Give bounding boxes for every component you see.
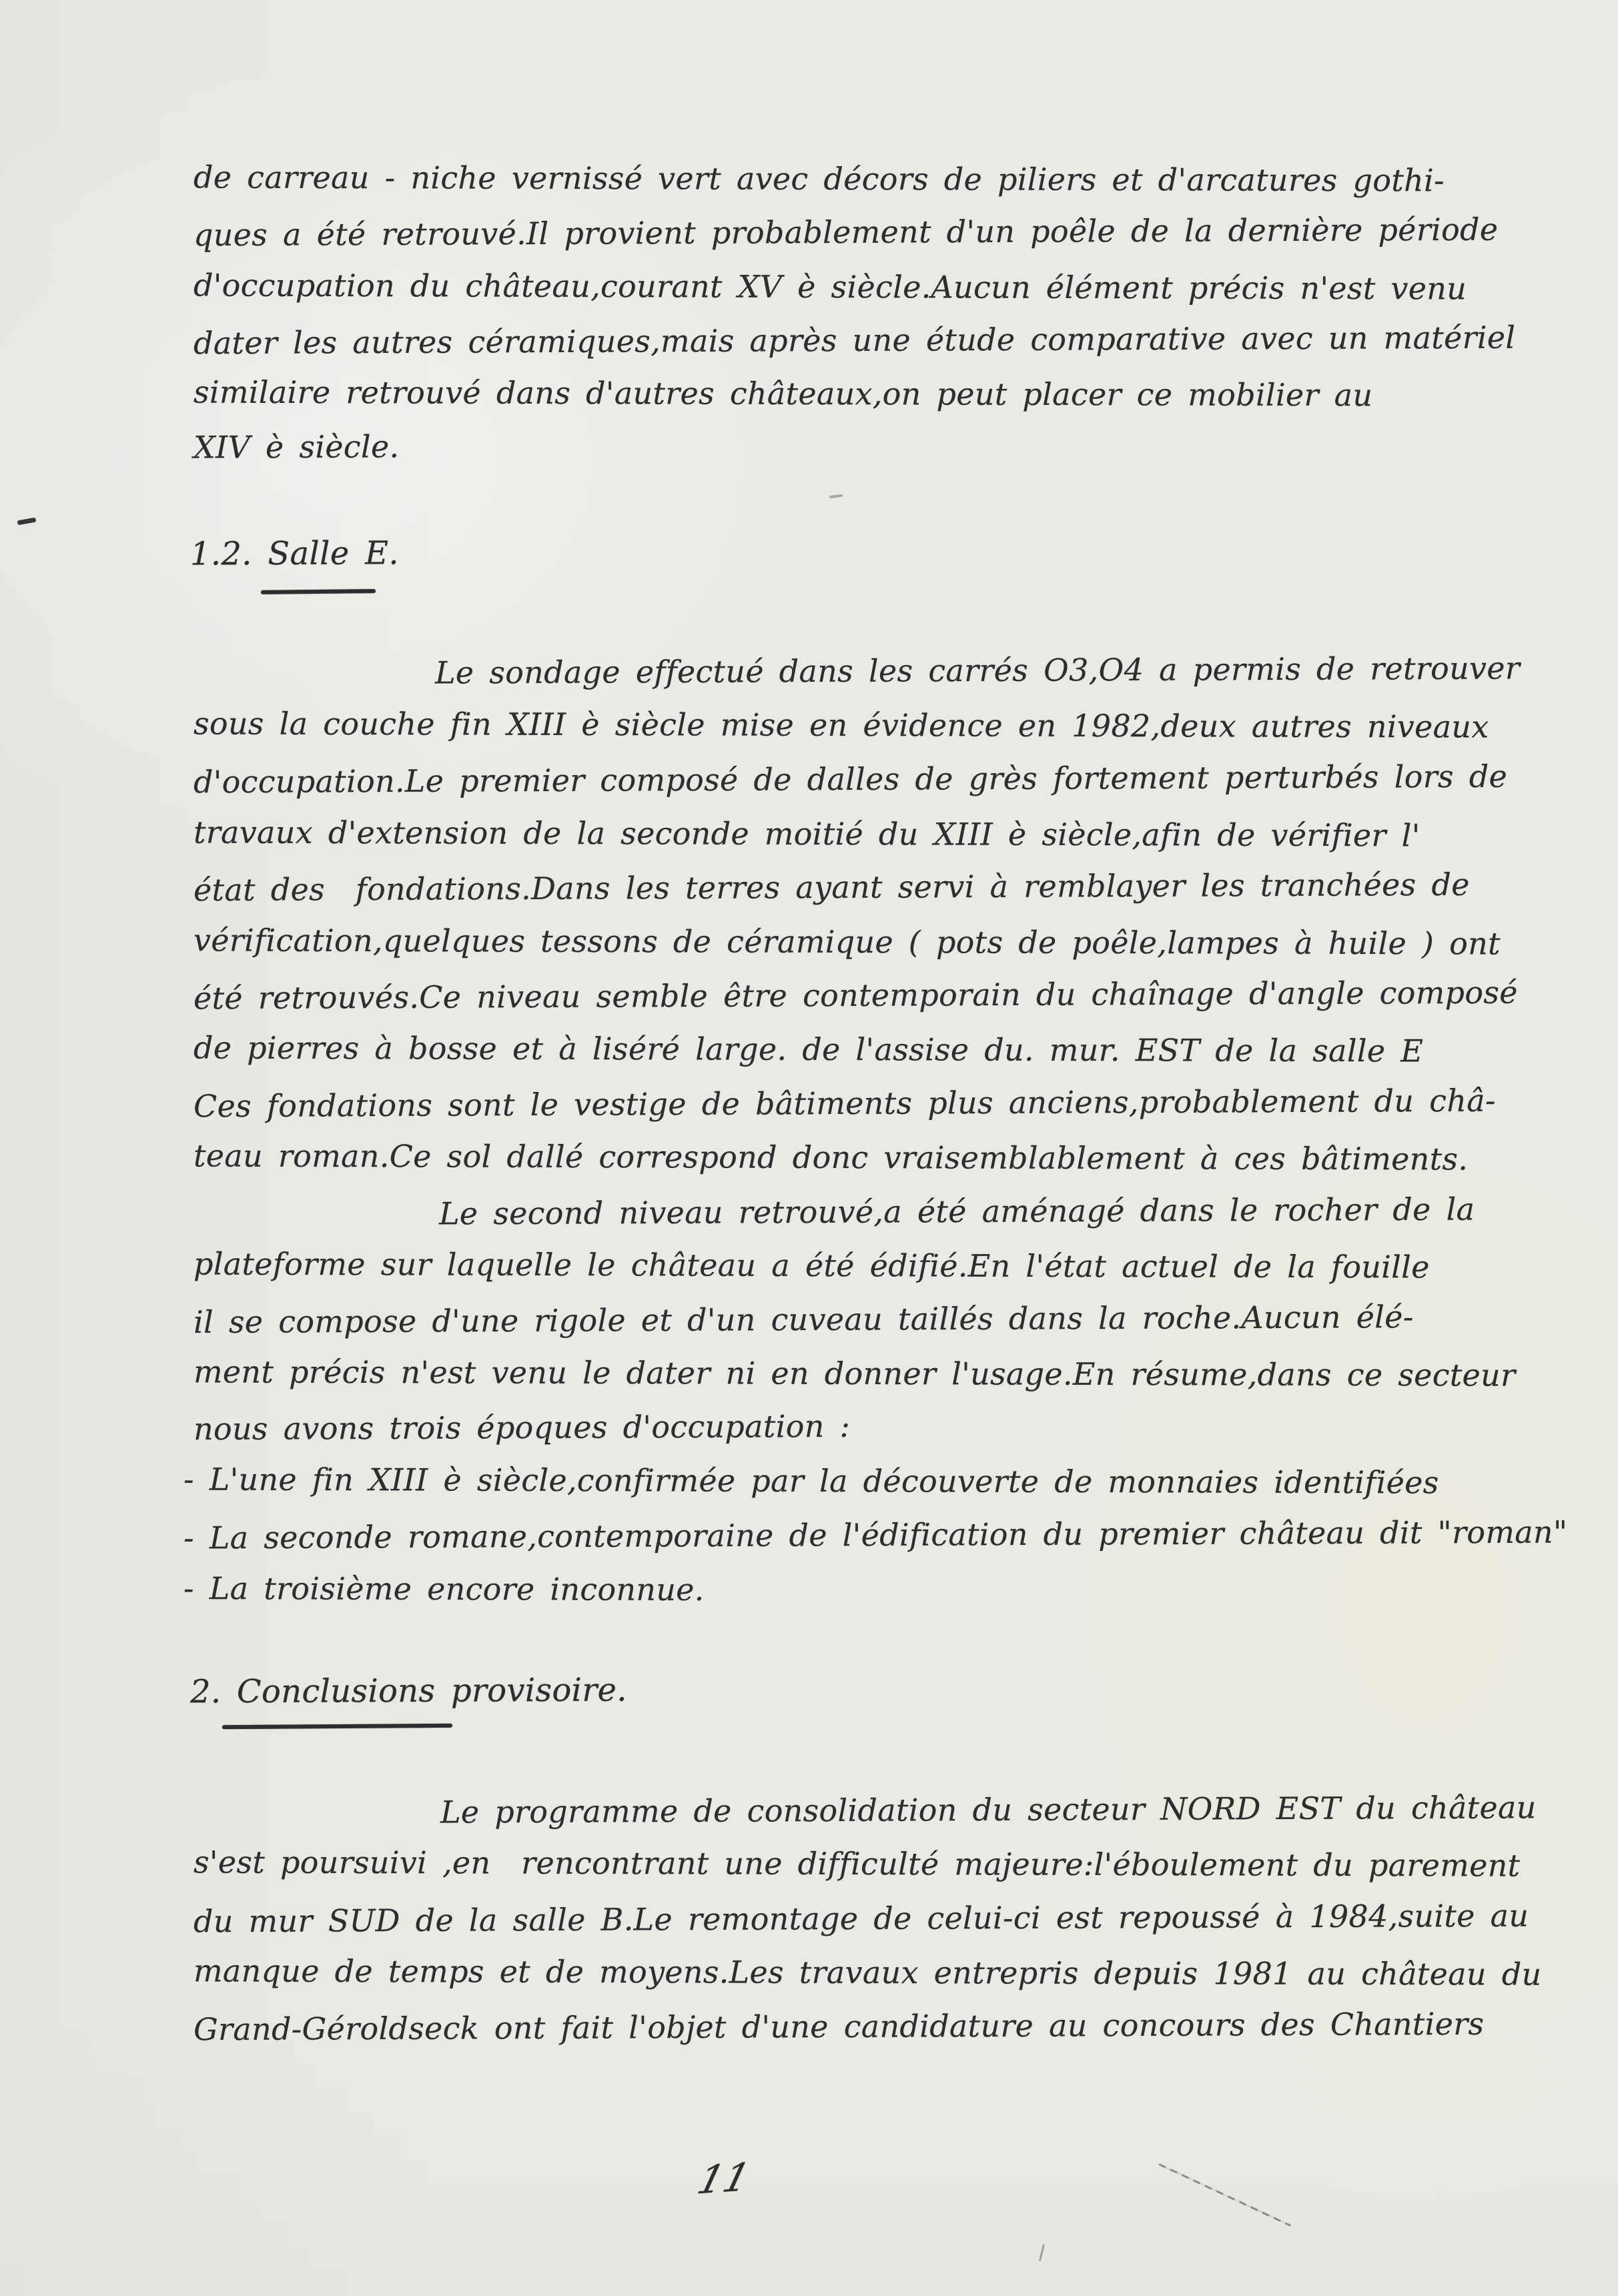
text-line: nous avons trois époques d'occupation : [193, 1407, 851, 1448]
heading-underline [261, 589, 376, 594]
section-heading: 2. Conclusions provisoire. [189, 1671, 627, 1711]
text-line: XIV è siècle. [193, 428, 400, 466]
text-line: de pierres à bosse et à liséré large. de l'assise du. mur. EST de la salle E [193, 1029, 1424, 1069]
text-line: plateforme sur laquelle le château a été édifié.En l'état actuel de la fouille [193, 1245, 1430, 1285]
text-line: vérification,quelques tessons de céramique ( pots de poêle,lampes à huile ) ont [193, 922, 1501, 962]
text-line: teau roman.Ce sol dallé correspond donc vraisemblablement à ces bâtiments. [193, 1137, 1469, 1177]
pencil-stroke-mark [1158, 2163, 1291, 2227]
text-line: d'occupation du château,courant XV è siècle.Aucun élément précis n'est venu [193, 267, 1467, 307]
text-line: similaire retrouvé dans d'autres châteaux,on peut placer ce mobilier au [193, 374, 1373, 414]
text-line: ques a été retrouvé.Il provient probablement d'un poêle de la dernière période [193, 211, 1499, 253]
text-line: Le sondage effectué dans les carrés O3,O4 a permis de retrouver [434, 650, 1521, 691]
text-line: Ces fondations sont le vestige de bâtiments plus anciens,probablement du châ- [193, 1082, 1496, 1125]
margin-dash-mark [17, 518, 37, 526]
text-line: d'occupation.Le premier composé de dalles de grès fortement perturbés lors de [193, 758, 1508, 800]
text-line: il se compose d'une rigole et d'un cuveau taillés dans la roche.Aucun élé- [193, 1299, 1414, 1340]
section-heading: 1.2. Salle E. [189, 534, 400, 573]
text-line: été retrouvés.Ce niveau semble être contemporain du chaînage d'angle composé [193, 974, 1518, 1017]
stray-tick-mark [1039, 2244, 1045, 2261]
stray-mark [829, 494, 843, 499]
text-line: manque de temps et de moyens.Les travaux entrepris depuis 1981 au château du [193, 1952, 1542, 1992]
text-line: état des fondations.Dans les terres ayant servi à remblayer les tranchées de [193, 866, 1470, 909]
text-line: Grand-Géroldseck ont fait l'objet d'une candidature au concours des Chantiers [193, 2005, 1485, 2048]
text-line: Le second niveau retrouvé,a été aménagé dans le rocher de la [438, 1191, 1475, 1232]
list-item-line: - La seconde romane,contemporaine de l'édification du premier château dit "roman" [183, 1514, 1568, 1556]
list-item-line: - L'une fin XIII è siècle,confirmée par la découverte de monnaies identifiées [183, 1461, 1439, 1501]
text-line: Le programme de consolidation du secteur NORD EST du château [440, 1789, 1537, 1830]
text-line: s'est poursuivi ,en rencontrant une difficulté majeure:l'éboulement du parement [193, 1844, 1521, 1884]
text-line: ment précis n'est venu le dater ni en donner l'usage.En résume,dans ce secteur [193, 1353, 1516, 1393]
text-line: travaux d'extension de la seconde moitié du XIII è siècle,afin de vérifier l' [193, 814, 1421, 854]
page-number: 11 [693, 2154, 755, 2203]
text-line: sous la couche fin XIII è siècle mise en évidence en 1982,deux autres niveaux [193, 705, 1489, 745]
text-line: de carreau - niche vernissé vert avec décors de piliers et d'arcatures gothi- [193, 159, 1445, 199]
text-line: dater les autres céramiques,mais après une étude comparative avec un matériel [193, 319, 1516, 362]
heading-underline [222, 1724, 452, 1729]
text-line: du mur SUD de la salle B.Le remontage de celui-ci est repoussé à 1984,suite au [193, 1897, 1529, 1940]
list-item-line: - La troisième encore inconnue. [183, 1570, 705, 1608]
